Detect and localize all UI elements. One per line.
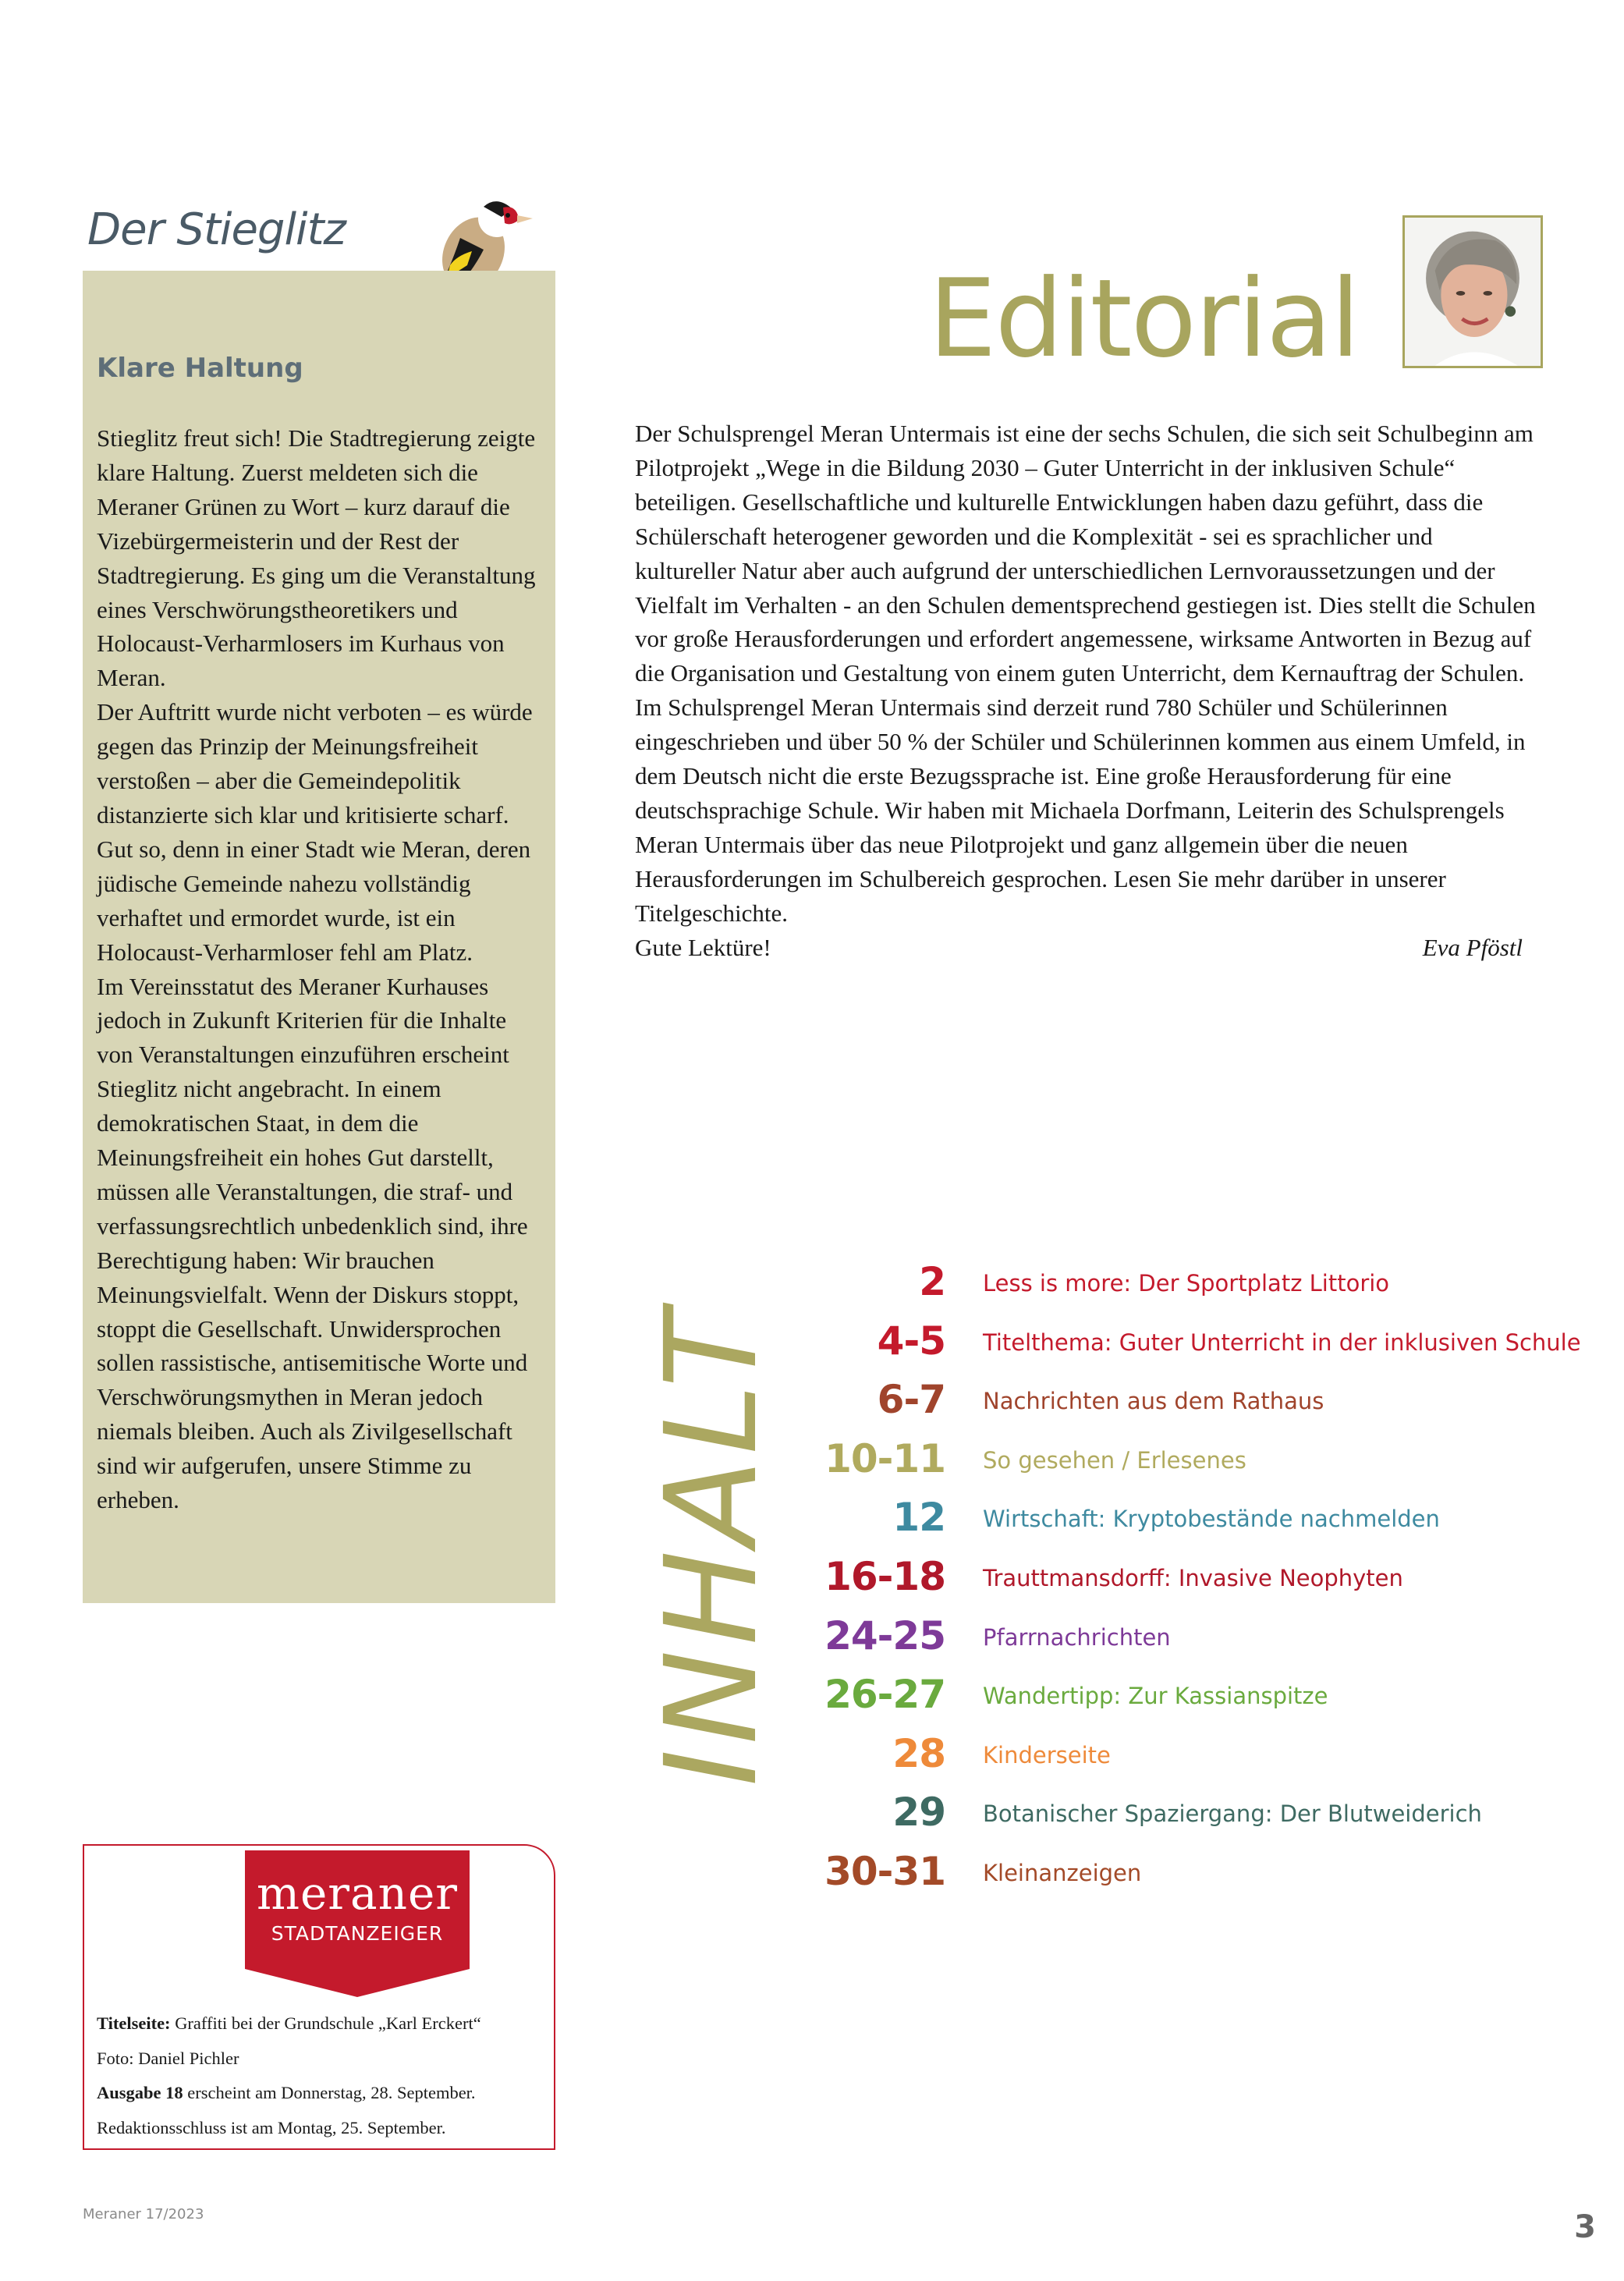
cover-credit <box>97 2006 549 2042</box>
toc-item[interactable] <box>780 1610 1560 1669</box>
toc-page-number: 26-27 <box>824 1672 945 1718</box>
toc-page-number: 4-5 <box>877 1318 945 1364</box>
issue-text: erscheint am Donnerstag, 28. September. <box>183 2083 476 2102</box>
toc-title: Nachrichten aus dem Rathaus <box>983 1388 1324 1415</box>
editorial-paragraph: Im Schulsprengel Meran Untermais sind derzeit rund 780 Schüler und Schülerinnen eingeschrieben und über 50 % der Schüler und Schülerinnen kommen aus einem Umfeld, in dem Deutsch nicht die erste Bezugssprache ist. Eine große Herausforderung für eine deutschsprachige Schule. Wir haben mit Michaela Dorfmann, Leiterin des Schulsprengels Meran Untermais über das neue Pilotprojekt und ganz allgemein über die neuen Herausforderungen im Schulbereich gesprochen. Lesen Sie mehr darüber in unserer Titelgeschichte. <box>635 694 1526 927</box>
stieglitz-paragraph: Der Auftritt wurde nicht verboten – es würde gegen das Prinzip der Meinungsfreiheit verstoßen – aber die Gemeindepolitik distanzierte sich klar und kritisierte scharf. Gut so, denn in einer Stadt wie Meran, deren jüdische Gemeinde nahezu vollständig verhaftet und ermordet wurde, ist ein Holocaust-Verharmloser fehl am Platz. <box>97 698 533 966</box>
toc-item[interactable] <box>780 1492 1560 1551</box>
toc-item[interactable] <box>780 1669 1560 1728</box>
toc-title: Kleinanzeigen <box>983 1859 1142 1886</box>
editorial-closing: Gute Lektüre! <box>635 933 771 961</box>
toc-title: Kinderseite <box>983 1741 1111 1768</box>
toc-item[interactable] <box>780 1728 1560 1787</box>
toc-page-number: 28 <box>892 1730 945 1776</box>
impressum-box <box>83 1844 555 2150</box>
toc-page-number: 30-31 <box>824 1848 945 1894</box>
toc-page-number: 12 <box>892 1495 945 1541</box>
impressum-text <box>97 2006 549 2145</box>
toc-page-number: 2 <box>919 1259 945 1304</box>
toc-item[interactable] <box>780 1846 1560 1905</box>
toc-page-number: 10-11 <box>824 1435 945 1481</box>
editorial-text <box>635 417 1538 965</box>
deadline-info: Redaktionsschluss ist am Montag, 25. September. <box>97 2117 446 2137</box>
toc-title: Pfarrnachrichten <box>983 1623 1171 1651</box>
stieglitz-subtitle: Klare Haltung <box>97 353 303 384</box>
cover-label: Titelseite: <box>97 2013 171 2033</box>
toc-title: Less is more: Der Sportplatz Littorio <box>983 1270 1390 1297</box>
toc-title: Titelthema: Guter Unterricht in der inklusiven Schule <box>983 1329 1581 1356</box>
toc-item[interactable] <box>780 1433 1560 1492</box>
stieglitz-paragraph: Im Vereinsstatut des Meraner Kurhauses jedoch in Zukunft Kriterien für die Inhalte von Veranstaltungen einzuführen erscheint Stieglitz nicht angebracht. In einem demokratischen Staat, in dem die Meinungsfreiheit ein hohes Gut darstellt, müssen alle Veranstaltungen, die straf- und verfassungsrechtlich unbedenklich sind, ihre Berechtigung haben: Wir brauchen Meinungsvielfalt. Wenn der Diskurs stoppt, stoppt die Gesellschaft. Unwidersprochen sollen rassistische, antisemitische Worte und Verschwörungsmythen in Meran jedoch niemals bleiben. Auch als Zivilgesellschaft sind wir aufgerufen, unsere Stimme zu erheben. <box>97 972 528 1514</box>
toc-item[interactable] <box>780 1374 1560 1433</box>
issue-info <box>97 2076 549 2111</box>
toc-title: Trauttmansdorff: Invasive Neophyten <box>983 1564 1403 1591</box>
toc-title: Wandertipp: Zur Kassianspitze <box>983 1683 1328 1710</box>
issue-footer: Meraner 17/2023 <box>83 2206 204 2222</box>
photo-credit: Foto: Daniel Pichler <box>97 2048 239 2068</box>
author-portrait <box>1402 215 1543 368</box>
editorial-author: Eva Pföstl <box>1422 933 1523 961</box>
toc-title: Wirtschaft: Kryptobestände nachmelden <box>983 1506 1440 1533</box>
logo-main-text: meraner <box>256 1867 459 1920</box>
toc-page-number: 29 <box>892 1790 945 1836</box>
stieglitz-paragraph: Stieglitz freut sich! Die Stadtregierung zeigte klare Haltung. Zuerst meldeten sich die Meraner Grünen zu Wort – kurz darauf die Vizebürgermeisterin und der Rest der Stadtregierung. Es ging um die Veranstaltung eines Verschwörungstheoretikers und Holocaust-Verharmlosers im Kurhaus von Meran. <box>97 424 536 692</box>
toc-title: Botanischer Spaziergang: Der Blutweiderich <box>983 1800 1482 1828</box>
inhalt-label: INHALT <box>639 1306 785 1786</box>
issue-label: Ausgabe 18 <box>97 2083 183 2102</box>
toc-item[interactable] <box>780 1786 1560 1846</box>
toc-page-number: 6-7 <box>877 1377 945 1423</box>
table-of-contents <box>780 1256 1581 1905</box>
meraner-stadtanzeiger-logo <box>245 1850 470 1997</box>
toc-page-number: 24-25 <box>824 1612 945 1658</box>
toc-item[interactable] <box>780 1256 1560 1315</box>
editorial-title: Editorial <box>928 256 1359 381</box>
logo-sub-text: STADTANZEIGER <box>271 1922 444 1945</box>
editorial-footer <box>635 931 1538 965</box>
toc-title: So gesehen / Erlesenes <box>983 1446 1246 1474</box>
stieglitz-text <box>97 421 541 1517</box>
toc-page-number: 16-18 <box>824 1553 945 1599</box>
portrait-image <box>1405 218 1541 366</box>
editorial-paragraph: Der Schulsprengel Meran Untermais ist eine der sechs Schulen, die sich seit Schulbeginn am Pilotprojekt „Wege in die Bildung 2030 – Guter Unterricht in der inklusiven Schule“ beteiligen. Gesellschaftliche und kulturelle Entwicklungen haben dazu geführt, dass die Schülerschaft heterogener geworden und die Komplexität - sei es sprachlicher und kultureller Natur aber auch aufgrund der unterschiedlichen Lernvoraussetzungen und der Vielfalt im Verhalten - an den Schulen dementsprechend gestiegen ist. Dies stellt die Schulen vor große Herausforderungen und erfordert angemessene, wirksame Antworten in Bezug auf die Organisation und Gestaltung von einem guten Unterricht, dem Kernauftrag der Schulen. <box>635 420 1536 687</box>
stieglitz-heading: Der Stieglitz <box>87 204 346 255</box>
page-number: 3 <box>1574 2209 1596 2245</box>
toc-item[interactable] <box>780 1315 1581 1375</box>
cover-text: Graffiti bei der Grundschule „Karl Erckert“ <box>170 2013 481 2033</box>
toc-item[interactable] <box>780 1551 1560 1610</box>
